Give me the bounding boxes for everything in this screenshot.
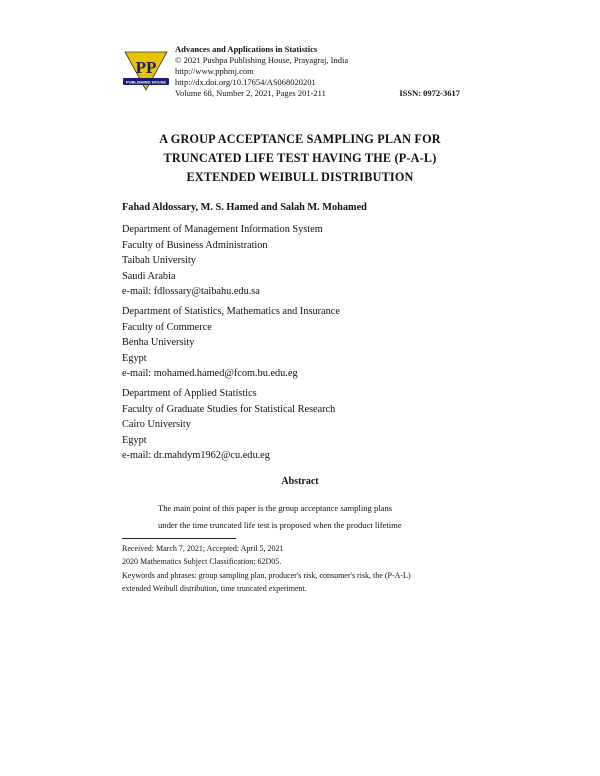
affiliation-line: Department of Management Information System: [122, 224, 323, 235]
footnote-divider: [122, 538, 236, 539]
volume-line: Volume 68, Number 2, 2021, Pages 201-211: [175, 88, 326, 98]
affiliation-line: Faculty of Commerce: [122, 321, 212, 333]
affiliation-line: Saudi Arabia: [122, 270, 176, 282]
affiliation-email[interactable]: e-mail: fdlossary@taibahu.edu.sa: [122, 286, 260, 297]
affiliation-email[interactable]: e-mail: dr.mahdym1962@cu.edu.eg: [122, 450, 270, 461]
affiliation-line: Faculty of Graduate Studies for Statistical Research: [122, 403, 336, 415]
affiliation-line: Cairo University: [122, 419, 191, 430]
affiliation-line: Faculty of Business Administration: [122, 239, 268, 251]
affiliation-2: [122, 304, 340, 382]
affiliation-line: Egypt: [122, 434, 147, 446]
abstract-heading: Abstract: [281, 476, 319, 487]
journal-title: Advances and Applications in Statistics: [175, 44, 318, 54]
website-link[interactable]: http://www.pphmj.com: [175, 66, 254, 76]
logo-letters: PP: [135, 58, 157, 77]
affiliation-3: [122, 386, 335, 464]
affiliation-email[interactable]: e-mail: mohamed.hamed@fcom.bu.edu.eg: [122, 368, 298, 379]
title-line: EXTENDED WEIBULL DISTRIBUTION: [186, 170, 414, 184]
journal-info: [175, 44, 348, 99]
abstract-body: [158, 500, 402, 533]
affiliation-line: Benha University: [122, 337, 195, 348]
doi-link[interactable]: http://dx.doi.org/10.17654/AS068020201: [175, 77, 316, 87]
footnote: [122, 542, 478, 595]
author-list: Fahad Aldossary, M. S. Hamed and Salah M. Mohamed: [122, 202, 367, 213]
title-line: A GROUP ACCEPTANCE SAMPLING PLAN FOR: [159, 132, 441, 146]
affiliation-line: Department of Statistics, Mathematics and Insurance: [122, 306, 340, 317]
abstract-line: The main point of this paper is the group acceptance sampling plans: [158, 503, 393, 513]
paper-title: [100, 130, 500, 187]
affiliation-1: [122, 222, 323, 300]
copyright-line: © 2021 Pushpa Publishing House, Prayagraj, India: [175, 55, 349, 65]
affiliation-line: Taibah University: [122, 255, 196, 266]
received-date: Received: March 7, 2021; Accepted: April 5, 2021: [122, 544, 284, 553]
affiliation-line: Egypt: [122, 352, 147, 364]
keywords-line: extended Weibull distribution, time truncated experiment.: [122, 583, 307, 593]
publisher-logo: [121, 46, 171, 96]
keywords-line: Keywords and phrases: group sampling plan, producer's risk, consumer's risk, the (P-A-L): [122, 570, 411, 580]
msc-classification: 2020 Mathematics Subject Classification: 62D05.: [122, 557, 282, 567]
abstract-line: under the time truncated life test is proposed when the product lifetime: [158, 519, 402, 530]
affiliation-line: Department of Applied Statistics: [122, 388, 257, 399]
issn: ISSN: 0972-3617: [399, 88, 460, 98]
logo-ribbon-text: PUBLISHING HOUSE: [125, 79, 167, 85]
title-line: TRUNCATED LIFE TEST HAVING THE (P-A-L): [163, 151, 437, 165]
